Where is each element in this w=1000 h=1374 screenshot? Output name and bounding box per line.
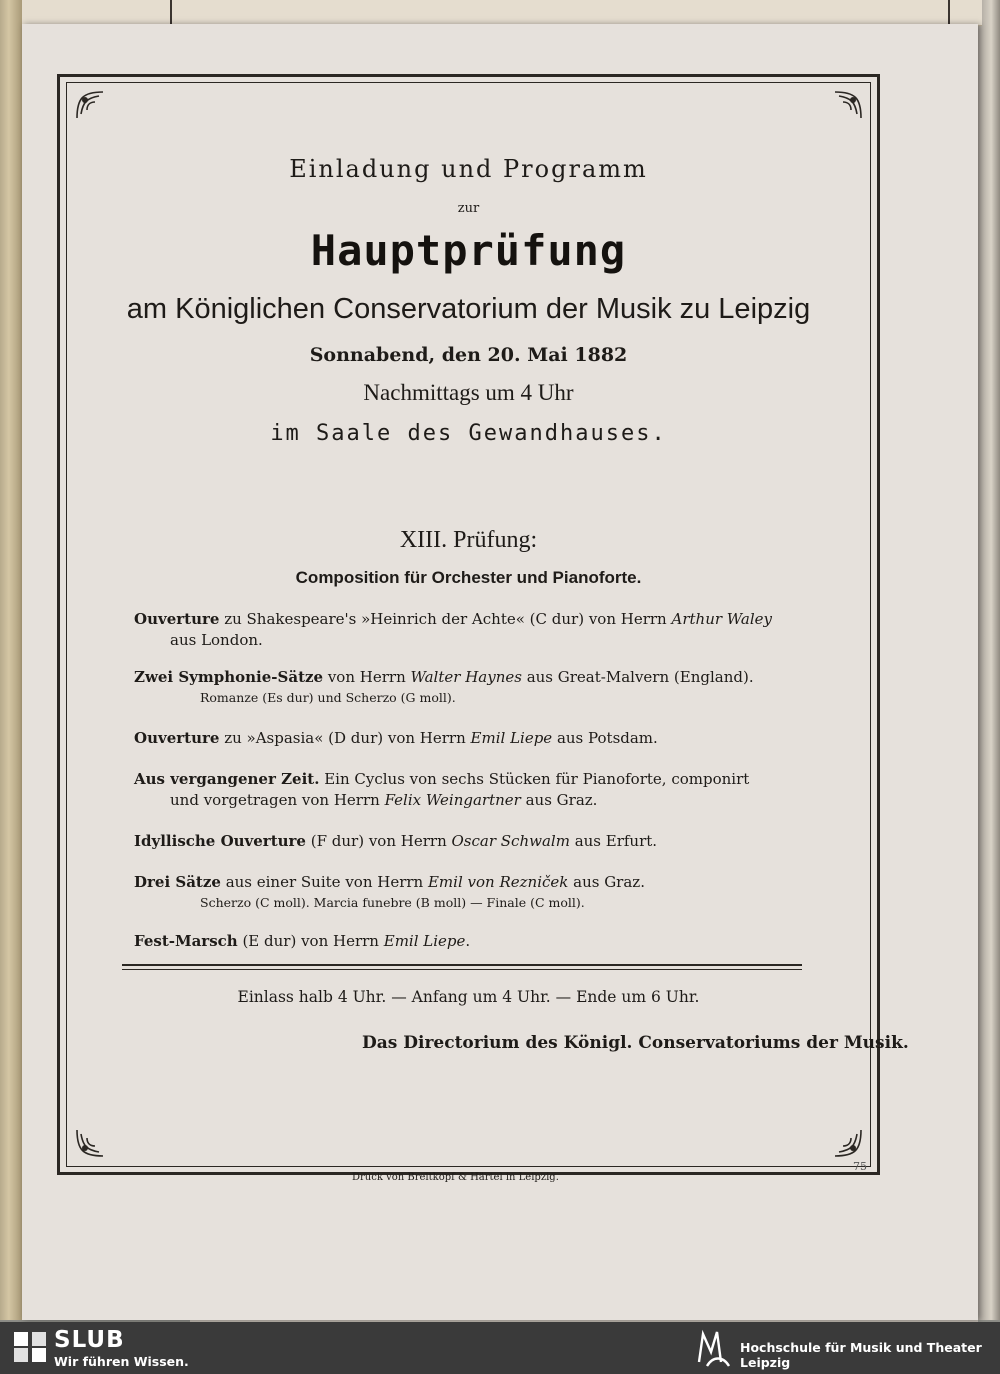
admission-times: Einlass halb 4 Uhr. — Anfang um 4 Uhr. — Ende um 6 Uhr. xyxy=(237,988,700,1006)
heading-zur: zur xyxy=(457,201,480,216)
program-item-text: Ein Cyclus von sechs Stücken für Pianoforte, componirt xyxy=(319,770,750,788)
program-item-continuation: aus London. xyxy=(170,631,263,649)
program-item-title: Drei Sätze xyxy=(134,873,221,891)
program-item-text: zu Shakespeare's »Heinrich der Achte« (C dur) von Herrn xyxy=(219,610,672,628)
program-item-title: Idyllische Ouverture xyxy=(134,832,306,850)
program-item xyxy=(134,831,824,852)
event-venue: im Saale des Gewandhauses. xyxy=(270,421,667,446)
program-item xyxy=(134,667,824,707)
program-item-text: von Herrn xyxy=(323,668,411,686)
program-item-composer: Emil Liepe xyxy=(470,729,553,747)
program-item-composer: Walter Haynes xyxy=(410,668,522,686)
institution-line: am Königlichen Conservatorium der Musik zu Leipzig xyxy=(126,293,811,325)
program-item-composer: Emil Liepe xyxy=(383,932,466,950)
program-item-movements: Scherzo (C moll). Marcia funebre (B moll) — Finale (C moll). xyxy=(200,895,585,910)
program-item-text: aus Potsdam. xyxy=(552,729,658,747)
program-item-text: aus Graz. xyxy=(520,791,598,809)
slub-logo-icon[interactable] xyxy=(12,1330,48,1364)
footer-bar xyxy=(0,1322,1000,1374)
event-time: Nachmittags um 4 Uhr xyxy=(363,380,574,405)
divider xyxy=(122,964,802,970)
program-item xyxy=(134,609,824,651)
exam-number: XIII. Prüfung: xyxy=(399,527,538,553)
library-tagline: Wir führen Wissen. xyxy=(54,1354,189,1369)
program-item-composer: Emil von Rezniček xyxy=(427,873,569,891)
program-item-title: Ouverture xyxy=(134,729,220,747)
corner-ornament-icon xyxy=(825,1120,865,1160)
program-item-title: Zwei Symphonie-Sätze xyxy=(134,668,324,686)
program-item xyxy=(134,769,824,811)
library-name[interactable]: SLUB xyxy=(54,1327,125,1353)
signature: Das Directorium des Königl. Conservatoriums der Musik. xyxy=(362,1033,909,1053)
program-item-text: (E dur) von Herrn xyxy=(237,932,384,950)
program-item-composer: Arthur Waley xyxy=(671,610,772,628)
exam-subject: Composition für Orchester und Pianoforte. xyxy=(295,568,642,587)
corner-ornament-icon xyxy=(73,1120,113,1160)
program-item-text: zu »Aspasia« (D dur) von Herrn xyxy=(219,729,471,747)
program-item-text: und vorgetragen von Herrn xyxy=(170,791,385,809)
program-item-text: aus Graz. xyxy=(568,873,645,891)
program-item xyxy=(134,728,824,749)
program-item-composer: Felix Weingartner xyxy=(384,791,521,809)
top-page-strip xyxy=(22,0,982,26)
hmt-logo-icon[interactable] xyxy=(693,1326,735,1370)
program-item xyxy=(134,931,824,952)
program-item-text: aus Great-Malvern (England). xyxy=(521,668,754,686)
program-item-text: . xyxy=(465,932,471,950)
right-page-edge xyxy=(978,0,1000,1320)
program-item-text: aus Erfurt. xyxy=(569,832,658,850)
event-date: Sonnabend, den 20. Mai 1882 xyxy=(309,344,628,366)
program-item-title: Fest-Marsch xyxy=(134,932,238,950)
heading-invitation: Einladung und Programm xyxy=(289,155,648,183)
program-item-text: (F dur) von Herrn xyxy=(305,832,452,850)
partner-name[interactable]: Hochschule für Musik und Theater Leipzig xyxy=(740,1340,982,1370)
program-item-composer: Oscar Schwalm xyxy=(451,832,570,850)
program-item-text: aus einer Suite von Herrn xyxy=(220,873,428,891)
program-item-continuation xyxy=(134,790,824,811)
page-number: 75 xyxy=(853,1160,867,1173)
page-title: Hauptprüfung xyxy=(310,226,627,275)
corner-ornament-icon xyxy=(825,88,865,128)
program-item xyxy=(134,872,824,912)
program-item-title: Aus vergangener Zeit. xyxy=(134,770,320,788)
left-page-edge xyxy=(0,0,22,1320)
printer-note: Druck von Breitkopf & Härtel in Leipzig. xyxy=(352,1172,559,1183)
program-item-movements: Romanze (Es dur) und Scherzo (G moll). xyxy=(200,690,456,705)
corner-ornament-icon xyxy=(73,88,113,128)
program-item-title: Ouverture xyxy=(134,610,220,628)
